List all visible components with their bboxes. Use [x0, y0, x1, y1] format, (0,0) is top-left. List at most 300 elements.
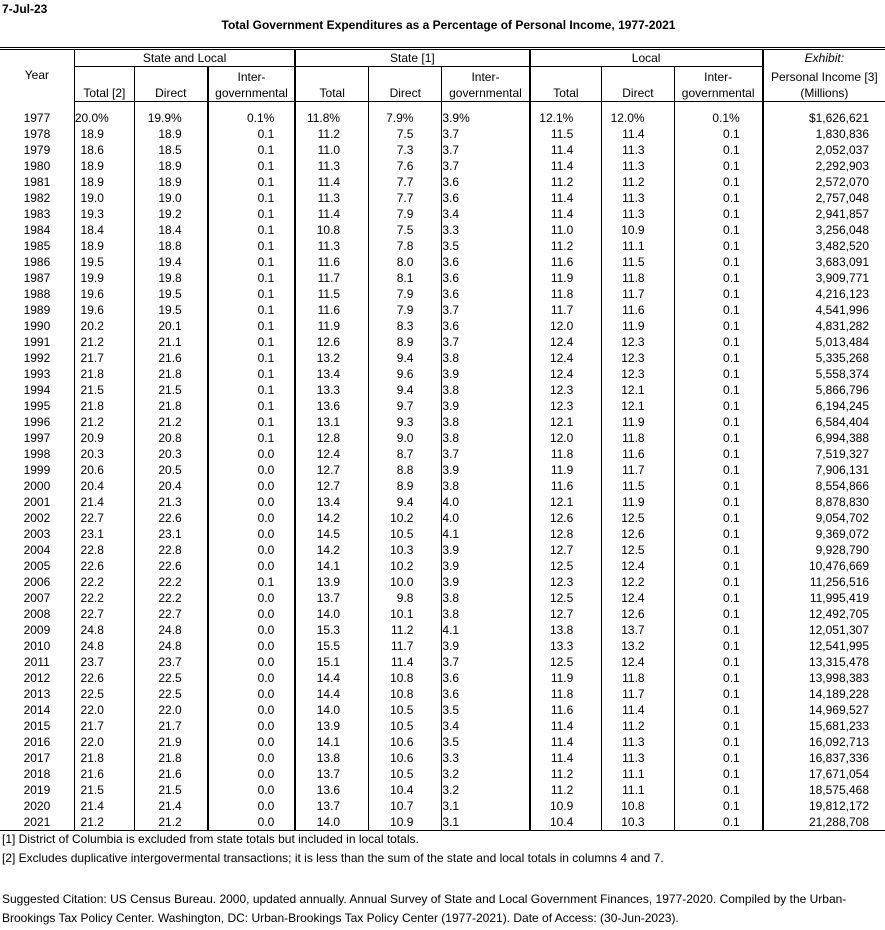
cell-l-total: 11.2: [530, 782, 602, 798]
cell-personal-income: 9,369,072: [763, 526, 885, 542]
table-row: [0, 238, 885, 254]
cell-sl-intergovernmental: 0.0: [208, 622, 296, 638]
cell-year: 1993: [23, 367, 51, 381]
cell-l-total: 11.8: [530, 286, 602, 302]
cell-l-direct: 11.2: [602, 718, 674, 734]
col-header-pi-line2: (Millions): [800, 86, 849, 100]
cell-l-direct: 11.3: [602, 750, 674, 766]
cell-year: 2011: [24, 655, 50, 669]
cell-personal-income: 19,812,172: [763, 798, 885, 814]
table-row: [0, 446, 885, 462]
cell-l-total: 11.2: [530, 174, 602, 190]
cell-personal-income: 12,541,995: [763, 638, 885, 654]
cell-sl-direct: 18.4: [134, 222, 207, 238]
table-row: [0, 542, 885, 558]
cell-s-intergovernmental: 3.7: [442, 334, 530, 350]
cell-s-intergovernmental: 3.9%: [442, 110, 530, 126]
cell-sl-total: 18.9: [74, 238, 134, 254]
cell-s-direct: 7.7: [369, 190, 442, 206]
cell-personal-income: 4,831,282: [763, 318, 885, 334]
cell-l-direct: 11.8: [602, 430, 674, 446]
cell-s-direct: 8.9: [369, 334, 442, 350]
cell-l-intergovernmental: 0.1: [674, 702, 763, 718]
cell-year: 1999: [23, 463, 51, 477]
table-row: [0, 718, 885, 734]
cell-s-intergovernmental: 3.7: [442, 142, 530, 158]
cell-sl-total: 18.9: [74, 126, 134, 142]
cell-s-total: 13.4: [295, 366, 368, 382]
table-row: [0, 766, 885, 782]
cell-personal-income: 11,256,516: [763, 574, 885, 590]
cell-sl-direct: 19.5: [134, 302, 207, 318]
cell-sl-intergovernmental: 0.1: [208, 334, 296, 350]
cell-s-intergovernmental: 3.8: [442, 382, 530, 398]
cell-personal-income: 13,315,478: [763, 654, 885, 670]
cell-personal-income: 7,906,131: [763, 462, 885, 478]
table-row: [0, 526, 885, 542]
cell-s-direct: 10.8: [369, 670, 442, 686]
col-header-l-total: Total: [530, 67, 602, 102]
cell-personal-income: 4,216,123: [763, 286, 885, 302]
table-row: [0, 670, 885, 686]
cell-l-total: 11.4: [530, 718, 602, 734]
cell-s-total: 13.7: [295, 590, 368, 606]
cell-personal-income: 17,671,054: [763, 766, 885, 782]
cell-sl-total: 19.3: [74, 206, 134, 222]
cell-s-intergovernmental: 3.1: [442, 798, 530, 814]
cell-sl-total: 22.5: [74, 686, 134, 702]
cell-sl-total: 20.2: [74, 318, 134, 334]
cell-s-direct: 8.9: [369, 478, 442, 494]
cell-s-total: 12.6: [295, 334, 368, 350]
cell-s-direct: 9.0: [369, 430, 442, 446]
cell-sl-direct: 19.2: [134, 206, 207, 222]
cell-sl-total: 20.0%: [74, 110, 134, 126]
cell-year: 2021: [0, 814, 74, 831]
cell-l-direct: 11.9: [602, 414, 674, 430]
cell-s-intergovernmental: 3.7: [442, 446, 530, 462]
cell-sl-intergovernmental: 0.0: [208, 462, 296, 478]
cell-sl-intergovernmental: 0.0: [208, 814, 296, 831]
cell-sl-total: 21.7: [74, 350, 134, 366]
col-header-s-total: Total: [295, 67, 368, 102]
cell-year: 2002: [23, 511, 51, 525]
cell-s-total: 14.4: [295, 686, 368, 702]
col-header-sl-inter-line2: governmental: [215, 86, 288, 100]
cell-sl-intergovernmental: 0.1: [208, 318, 296, 334]
cell-s-direct: 10.1: [369, 606, 442, 622]
cell-s-direct: 7.7: [369, 174, 442, 190]
cell-personal-income: 5,013,484: [763, 334, 885, 350]
report-date: 7-Jul-23: [2, 2, 48, 16]
cell-l-total: 12.6: [530, 510, 602, 526]
cell-l-intergovernmental: 0.1: [674, 494, 763, 510]
cell-l-direct: 11.3: [602, 190, 674, 206]
col-header-personal-income: [763, 67, 885, 102]
table-row: [0, 510, 885, 526]
cell-sl-intergovernmental: 0.1: [208, 382, 296, 398]
cell-sl-total: 24.8: [74, 622, 134, 638]
cell-l-direct: 11.8: [602, 270, 674, 286]
cell-s-total: 12.7: [295, 462, 368, 478]
cell-sl-total: 22.2: [74, 590, 134, 606]
cell-l-intergovernmental: 0.1: [674, 574, 763, 590]
cell-year: 1978: [23, 127, 51, 141]
cell-personal-income: 8,554,866: [763, 478, 885, 494]
cell-s-direct: 7.9: [369, 302, 442, 318]
cell-l-direct: 11.3: [602, 734, 674, 750]
cell-l-direct: 12.1: [602, 398, 674, 414]
cell-sl-direct: 21.6: [134, 766, 207, 782]
cell-l-direct: 12.1: [602, 382, 674, 398]
cell-s-direct: 10.5: [369, 526, 442, 542]
cell-sl-intergovernmental: 0.0: [208, 702, 296, 718]
cell-s-intergovernmental: 3.7: [442, 158, 530, 174]
table-row: [0, 382, 885, 398]
table-row: [0, 494, 885, 510]
cell-s-direct: 9.8: [369, 590, 442, 606]
header-column-row: [0, 67, 885, 102]
cell-l-intergovernmental: 0.1: [674, 462, 763, 478]
cell-s-intergovernmental: 3.6: [442, 174, 530, 190]
col-header-l-inter-line1: Inter-: [704, 70, 733, 84]
cell-year: 1998: [23, 447, 51, 461]
table-row: [0, 174, 885, 190]
cell-personal-income: 4,541,996: [763, 302, 885, 318]
cell-sl-direct: 20.3: [134, 446, 207, 462]
cell-l-total: 11.8: [530, 446, 602, 462]
cell-sl-direct: 21.8: [134, 398, 207, 414]
cell-l-intergovernmental: 0.1: [674, 254, 763, 270]
table-row: [0, 222, 885, 238]
cell-sl-direct: 19.0: [134, 190, 207, 206]
cell-l-total: 10.4: [530, 814, 602, 831]
footnote-2: [2] Excludes duplicative intergovermental transactions; it is less than the sum of the state and local totals in columns 4 and 7.: [2, 851, 664, 865]
cell-l-intergovernmental: 0.1: [674, 734, 763, 750]
cell-l-intergovernmental: 0.1: [674, 510, 763, 526]
cell-sl-direct: 22.5: [134, 670, 207, 686]
col-header-s-inter-line1: Inter-: [471, 70, 500, 84]
cell-s-direct: 7.5: [369, 222, 442, 238]
cell-s-total: 13.4: [295, 494, 368, 510]
cell-sl-intergovernmental: 0.1: [208, 174, 296, 190]
cell-sl-direct: 21.5: [134, 382, 207, 398]
cell-l-total: 12.0: [530, 318, 602, 334]
table-row: [0, 302, 885, 318]
cell-l-total: 12.5: [530, 654, 602, 670]
cell-sl-direct: 22.5: [134, 686, 207, 702]
cell-l-intergovernmental: 0.1: [674, 446, 763, 462]
cell-sl-total: 22.7: [74, 510, 134, 526]
cell-sl-total: 22.0: [74, 734, 134, 750]
cell-s-total: 12.8: [295, 430, 368, 446]
cell-sl-direct: 19.8: [134, 270, 207, 286]
cell-s-intergovernmental: 3.6: [442, 190, 530, 206]
cell-l-intergovernmental: 0.1: [674, 190, 763, 206]
cell-year: 2017: [23, 751, 51, 765]
cell-s-total: 12.7: [295, 478, 368, 494]
cell-l-direct: 11.8: [602, 670, 674, 686]
cell-sl-total: 21.8: [74, 398, 134, 414]
cell-s-intergovernmental: 3.9: [442, 558, 530, 574]
cell-sl-direct: 18.9: [134, 126, 207, 142]
cell-sl-direct: 22.6: [134, 510, 207, 526]
table-row: [0, 558, 885, 574]
cell-year: 1994: [23, 383, 51, 397]
cell-year: 1983: [23, 207, 51, 221]
cell-year: 2007: [23, 591, 51, 605]
cell-s-total: 15.5: [295, 638, 368, 654]
cell-sl-intergovernmental: 0.1: [208, 430, 296, 446]
cell-sl-direct: 23.7: [134, 654, 207, 670]
cell-l-total: 11.9: [530, 462, 602, 478]
cell-sl-total: 20.6: [74, 462, 134, 478]
cell-year: 2014: [23, 703, 51, 717]
cell-l-intergovernmental: 0.1: [674, 222, 763, 238]
cell-sl-intergovernmental: 0.0: [208, 478, 296, 494]
cell-l-intergovernmental: 0.1: [674, 478, 763, 494]
cell-personal-income: 6,584,404: [763, 414, 885, 430]
cell-s-direct: 11.4: [369, 654, 442, 670]
cell-s-total: 13.6: [295, 398, 368, 414]
cell-l-direct: 11.4: [602, 126, 674, 142]
cell-s-total: 14.4: [295, 670, 368, 686]
group-header-local: Local: [530, 49, 763, 67]
cell-sl-intergovernmental: 0.1: [208, 270, 296, 286]
cell-l-total: 12.3: [530, 382, 602, 398]
cell-s-intergovernmental: 3.5: [442, 238, 530, 254]
cell-sl-intergovernmental: 0.1: [208, 206, 296, 222]
cell-sl-direct: 20.1: [134, 318, 207, 334]
cell-s-total: 14.0: [295, 702, 368, 718]
cell-l-total: 12.5: [530, 590, 602, 606]
cell-year: 1992: [23, 351, 51, 365]
cell-s-total: 10.8: [295, 222, 368, 238]
cell-l-direct: 10.9: [602, 222, 674, 238]
cell-sl-direct: 21.9: [134, 734, 207, 750]
cell-year: 1984: [23, 223, 51, 237]
cell-l-direct: 11.7: [602, 286, 674, 302]
cell-l-direct: 12.0%: [602, 110, 674, 126]
cell-s-direct: 7.9: [369, 206, 442, 222]
cell-l-direct: 10.8: [602, 798, 674, 814]
cell-sl-total: 18.6: [74, 142, 134, 158]
cell-year: 1991: [23, 335, 51, 349]
cell-l-total: 11.4: [530, 734, 602, 750]
cell-sl-direct: 20.4: [134, 478, 207, 494]
cell-l-direct: 12.5: [602, 510, 674, 526]
cell-l-total: 11.2: [530, 238, 602, 254]
cell-s-total: 11.7: [295, 270, 368, 286]
col-header-sl-intergovernmental: [208, 67, 296, 102]
cell-s-total: 11.9: [295, 318, 368, 334]
cell-l-total: 12.3: [530, 398, 602, 414]
col-header-sl-total: Total [2]: [74, 67, 134, 102]
cell-year: 1989: [23, 303, 51, 317]
cell-year: 2008: [23, 607, 51, 621]
cell-s-direct: 10.2: [369, 510, 442, 526]
cell-l-intergovernmental: 0.1: [674, 654, 763, 670]
cell-l-total: 11.6: [530, 478, 602, 494]
cell-s-intergovernmental: 3.6: [442, 318, 530, 334]
suggested-citation: Suggested Citation: US Census Bureau. 2000, updated annually. Annual Survey of State and Local Government Finances, 1977-2020. Compiled by the Urban-Brookings Tax Policy Center. Washington, DC: Urban-Brookings Tax Policy Center (1977-2021). Date of Access: (30-Jun-2023).: [2, 892, 847, 925]
cell-sl-intergovernmental: 0.1: [208, 350, 296, 366]
cell-s-direct: 10.6: [369, 750, 442, 766]
cell-l-intergovernmental: 0.1: [674, 382, 763, 398]
table-row: [0, 158, 885, 174]
cell-sl-intergovernmental: 0.1: [208, 222, 296, 238]
cell-sl-total: 24.8: [74, 638, 134, 654]
cell-l-total: 12.3: [530, 574, 602, 590]
cell-sl-direct: 24.8: [134, 622, 207, 638]
cell-sl-total: 22.0: [74, 702, 134, 718]
cell-year: 2010: [23, 639, 51, 653]
cell-personal-income: 2,757,048: [763, 190, 885, 206]
cell-year: 2004: [23, 543, 51, 557]
cell-l-direct: 12.4: [602, 654, 674, 670]
cell-s-direct: 7.5: [369, 126, 442, 142]
cell-year: 2012: [23, 671, 51, 685]
table-row: [0, 318, 885, 334]
cell-year: 1988: [23, 287, 51, 301]
cell-s-total: 11.2: [295, 126, 368, 142]
cell-l-direct: 11.1: [602, 238, 674, 254]
cell-l-direct: 12.4: [602, 558, 674, 574]
cell-sl-total: 22.7: [74, 606, 134, 622]
cell-l-total: 12.7: [530, 606, 602, 622]
cell-sl-intergovernmental: 0.1: [208, 398, 296, 414]
cell-year: 1979: [23, 143, 51, 157]
cell-s-intergovernmental: 3.4: [442, 206, 530, 222]
cell-year: 1986: [23, 255, 51, 269]
cell-s-direct: 8.7: [369, 446, 442, 462]
cell-s-total: 14.1: [295, 734, 368, 750]
cell-s-direct: 10.8: [369, 686, 442, 702]
cell-l-total: 12.4: [530, 334, 602, 350]
cell-l-intergovernmental: 0.1: [674, 798, 763, 814]
cell-s-total: 14.2: [295, 542, 368, 558]
cell-l-direct: 11.5: [602, 254, 674, 270]
cell-s-direct: 9.7: [369, 398, 442, 414]
cell-l-intergovernmental: 0.1: [674, 606, 763, 622]
cell-personal-income: 1,830,836: [763, 126, 885, 142]
cell-l-total: 11.4: [530, 206, 602, 222]
cell-l-intergovernmental: 0.1: [674, 670, 763, 686]
cell-l-total: 11.7: [530, 302, 602, 318]
cell-l-total: 12.7: [530, 542, 602, 558]
cell-s-direct: 9.4: [369, 350, 442, 366]
cell-year: 1985: [23, 239, 51, 253]
cell-l-intergovernmental: 0.1: [674, 414, 763, 430]
table-row: [0, 430, 885, 446]
cell-s-direct: 11.2: [369, 622, 442, 638]
spacer-row: [0, 102, 885, 111]
cell-sl-direct: 22.2: [134, 574, 207, 590]
cell-l-intergovernmental: 0.1: [674, 686, 763, 702]
cell-personal-income: 7,519,327: [763, 446, 885, 462]
table-row: [0, 782, 885, 798]
cell-year: 1990: [23, 319, 51, 333]
cell-sl-direct: 21.1: [134, 334, 207, 350]
table-row: [0, 702, 885, 718]
table-row: [0, 798, 885, 814]
cell-year: 1982: [23, 191, 51, 205]
cell-l-intergovernmental: 0.1: [674, 718, 763, 734]
cell-sl-total: 21.8: [74, 750, 134, 766]
cell-sl-intergovernmental: 0.0: [208, 606, 296, 622]
cell-l-direct: 12.6: [602, 526, 674, 542]
cell-l-direct: 11.7: [602, 686, 674, 702]
cell-sl-intergovernmental: 0.1: [208, 574, 296, 590]
cell-l-total: 12.8: [530, 526, 602, 542]
cell-sl-direct: 21.8: [134, 366, 207, 382]
cell-personal-income: 3,256,048: [763, 222, 885, 238]
cell-sl-total: 21.2: [74, 414, 134, 430]
cell-sl-direct: 22.2: [134, 590, 207, 606]
cell-sl-direct: 18.8: [134, 238, 207, 254]
cell-year: 2019: [23, 783, 51, 797]
table-row: [0, 734, 885, 750]
cell-l-intergovernmental: 0.1: [674, 366, 763, 382]
table-row: [0, 478, 885, 494]
cell-personal-income: 3,909,771: [763, 270, 885, 286]
table-row: [0, 126, 885, 142]
cell-sl-total: 19.6: [74, 302, 134, 318]
cell-s-intergovernmental: 3.9: [442, 542, 530, 558]
cell-s-direct: 9.3: [369, 414, 442, 430]
cell-s-direct: 8.3: [369, 318, 442, 334]
cell-l-intergovernmental: 0.1: [674, 782, 763, 798]
cell-personal-income: 2,941,857: [763, 206, 885, 222]
table-row: [0, 334, 885, 350]
table-row: [0, 190, 885, 206]
cell-l-intergovernmental: 0.1: [674, 286, 763, 302]
cell-sl-direct: 19.9%: [134, 110, 207, 126]
cell-s-direct: 9.6: [369, 366, 442, 382]
cell-personal-income: 13,998,383: [763, 670, 885, 686]
cell-l-total: 13.3: [530, 638, 602, 654]
cell-s-total: 13.6: [295, 782, 368, 798]
cell-sl-direct: 24.8: [134, 638, 207, 654]
col-header-sl-inter-line1: Inter-: [237, 70, 266, 84]
cell-s-direct: 11.7: [369, 638, 442, 654]
cell-personal-income: 6,994,388: [763, 430, 885, 446]
cell-sl-total: 22.2: [74, 574, 134, 590]
cell-l-intergovernmental: 0.1: [674, 590, 763, 606]
cell-s-total: 14.5: [295, 526, 368, 542]
col-header-l-direct: Direct: [602, 67, 674, 102]
cell-s-direct: 10.5: [369, 702, 442, 718]
cell-s-total: 13.2: [295, 350, 368, 366]
table-row: [0, 638, 885, 654]
cell-year: 1987: [23, 271, 51, 285]
cell-s-direct: 10.4: [369, 782, 442, 798]
cell-l-total: 11.8: [530, 686, 602, 702]
cell-personal-income: 14,189,228: [763, 686, 885, 702]
cell-sl-direct: 23.1: [134, 526, 207, 542]
cell-s-intergovernmental: 3.3: [442, 222, 530, 238]
cell-s-intergovernmental: 3.1: [442, 814, 530, 831]
cell-l-direct: 12.3: [602, 350, 674, 366]
table-row: [0, 110, 885, 126]
cell-s-intergovernmental: 3.2: [442, 766, 530, 782]
cell-l-direct: 10.3: [602, 814, 674, 831]
cell-l-intergovernmental: 0.1: [674, 766, 763, 782]
cell-l-intergovernmental: 0.1: [674, 350, 763, 366]
cell-personal-income: 3,683,091: [763, 254, 885, 270]
cell-sl-intergovernmental: 0.1: [208, 254, 296, 270]
cell-sl-total: 21.5: [74, 782, 134, 798]
